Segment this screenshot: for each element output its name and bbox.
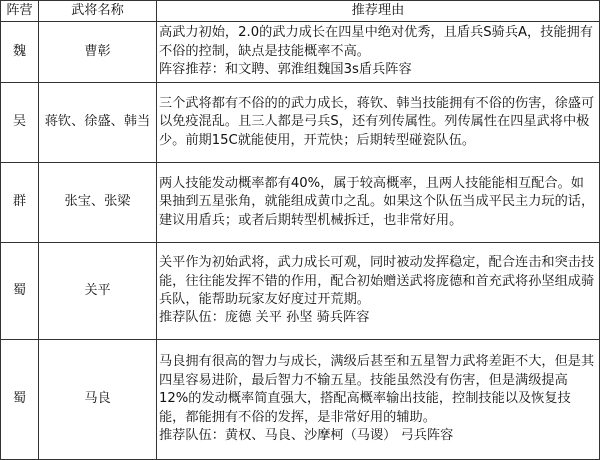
table-row [1, 340, 600, 460]
generals-cell: 张宝、张梁 [39, 163, 157, 243]
header-row [1, 1, 600, 22]
reason-text: 高武力初始，2.0的武力成长在四星中绝对优秀，且盾兵S骑兵A，技能拥有不俗的控制，缺点是技能概率不高。 [159, 25, 593, 59]
generals-cell: 蒋钦、徐盛、韩当 [39, 83, 157, 163]
header-generals: 武将名称 [39, 1, 157, 22]
faction-cell: 群 [1, 163, 39, 243]
generals-cell: 曹彰 [39, 22, 157, 83]
header-reason: 推荐理由 [157, 1, 600, 22]
reason-cell [157, 83, 600, 163]
team-recommendation: 阵容推荐：和文聘、郭淮组魏国3s盾兵阵容 [159, 62, 412, 78]
table-row [1, 163, 600, 243]
reason-text: 两人技能发动概率都有40%，属于较高概率，且两人技能能相互配合。如果抽到五星张角，就能组成黄巾之乱。如果这个队伍当成平民主力玩的话，建议用盾兵；或者后期转型机械拆迁，也非常好用。 [159, 175, 595, 228]
table-row [1, 243, 600, 340]
reason-cell [157, 243, 600, 340]
faction-cell: 魏 [1, 22, 39, 83]
reason-cell [157, 163, 600, 243]
reason-cell [157, 22, 600, 83]
reason-text: 马良拥有很高的智力与成长，满级后甚至和五星智力武将差距不大，但是其四星容易进阶，最后智力不输五星。技能虽然没有伤害，但是满级提高12%的发动概率简直强大，搭配高概率输出技能，控制技能以及恢复技能，都能拥有不俗的发挥，是非常好用的辅助。 [159, 354, 595, 425]
generals-cell: 马良 [39, 340, 157, 460]
faction-cell: 蜀 [1, 340, 39, 460]
generals-cell: 关平 [39, 243, 157, 340]
header-faction: 阵营 [1, 1, 39, 22]
team-recommendation: 推荐队伍：庞德 关平 孙坚 骑兵阵容 [159, 310, 370, 326]
table-row [1, 83, 600, 163]
table-row [1, 22, 600, 83]
faction-cell: 蜀 [1, 243, 39, 340]
reason-text: 关平作为初始武将，武力成长可观，同时被动发挥稳定，配合连击和突击技能，往往能发挥不错的作用，配合初始赠送武将庞德和首充武将孙坚组成骑兵队，能帮助玩家友好度过开荒期。 [159, 255, 595, 307]
reason-text: 三个武将都有不俗的的武力成长，蒋钦、韩当技能拥有不俗的伤害，徐盛可以免疫混乱。且三人都是弓兵S，还有列传属性。列传属性在四星武将中极少。前期15C就能使用，开荒快；后期转型碰瓷队伍。 [159, 95, 595, 148]
team-recommendation: 推荐队伍：黄权、马良、沙摩柯（马谡） 弓兵阵容 [159, 428, 454, 444]
reason-cell [157, 340, 600, 460]
faction-cell: 吴 [1, 83, 39, 163]
